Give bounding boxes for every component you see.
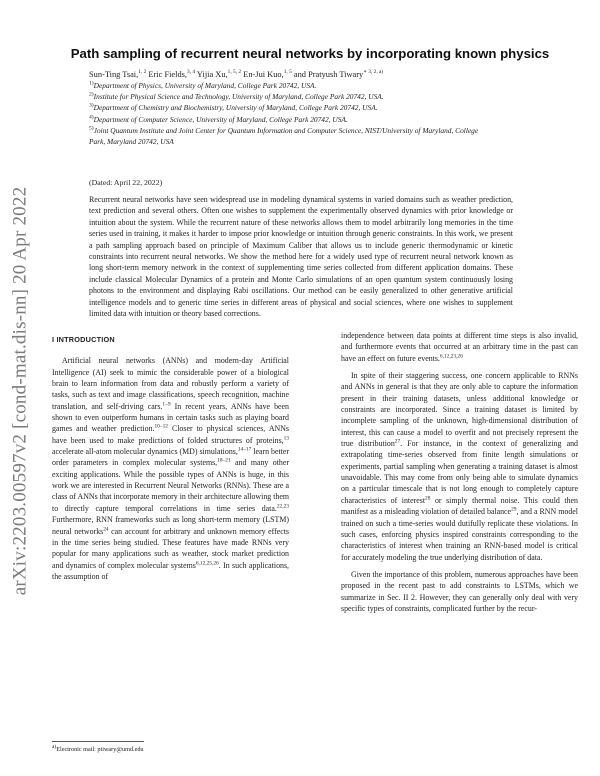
paragraph-text: Given the importance of this problem, numerous approaches have been proposed in the recent past to add constraints to LSTMs, which we summarize in Sec. II 2. However, they can generally only deal with very specific types of constraints, complicated further by the recur- (341, 569, 578, 613)
affiliation-item (89, 114, 489, 125)
author-name: Sun-Ting Tsai, (89, 70, 139, 79)
affiliation-number: 2) (89, 91, 94, 98)
right-column (341, 330, 578, 620)
author-list (89, 69, 569, 80)
affiliation-number: 4) (89, 114, 94, 121)
affiliation-number: 3) (89, 102, 94, 109)
affiliation-text: Department of Physics, University of Maryland, College Park 20742, USA. (93, 81, 317, 90)
intro-paragraph-1 (52, 355, 289, 582)
affiliation-item (89, 102, 489, 113)
citation-superscript: 22,23 (276, 503, 289, 510)
footnote-marker: a) (52, 743, 57, 750)
citation-superscript: 6,12,25,26 (195, 559, 219, 566)
affiliation-item (89, 80, 489, 91)
intro-paragraph-3 (341, 569, 578, 614)
affiliation-text: Joint Quantum Institute and Joint Center for Quantum Information and Computer Science, NIST/University of Maryland, College Park, Maryland 20742, USA (89, 125, 479, 147)
author-affiliation-marker: 1, 5, 2 (227, 69, 242, 76)
arxiv-identifier (2, 176, 38, 606)
footnote (52, 743, 144, 753)
paragraph-text: , and a RNN model trained on such a time-series would dutifully replicate these violations. In such cases, enforcing physics inspired constraints corresponding to the characteristics of interest when training an RNN-based model is critical for accurately modeling the true underlying distribution of data. (341, 507, 578, 562)
author-affiliation-marker: 1, 2 (138, 69, 147, 76)
paragraph-text: In spite of their staggering success, one concern applicable to RNNs and ANNs in general is that they are only able to capture the information present in their training datasets, unless additional knowledge or constraints are incorporated. Since a training dataset is limited by incomplete sampling of the unknown, high-dimensional distribution of interest, this can cause a model to overfit and not precisely represent the true distribution (341, 371, 578, 449)
affiliations (89, 80, 489, 147)
citation-superscript: 13 (283, 435, 289, 442)
paragraph-text: In recent years, ANNs have been shown to even outperform humans in certain tasks such as playing board games and weather prediction. (52, 401, 289, 434)
affiliation-text: Department of Computer Science, University of Maryland, College Park 20742, USA. (93, 114, 348, 124)
section-heading: I INTRODUCTION (52, 335, 115, 344)
paragraph-text: . In such applications, the assumption of (52, 560, 290, 581)
paper-title: Path sampling of recurrent neural networks by incorporating known physics (70, 46, 550, 61)
footnote-divider (52, 741, 144, 742)
paragraph-text: can account for arbitrary and unknown memory effects in the time series being studied. These features have made RNNs very popular for many applications such as weather, stock market prediction and dynamics of complex molecular systems (52, 526, 289, 570)
author-affiliation-marker: ∗ 3, 2, a) (363, 69, 384, 76)
paragraph-text: . For instance, in the context of generalizing and extrapolating time-series observed from finite length simulations or experiments, partial sampling when generating a training dataset is almost unavoidable. This may come from only being able to simulate dynamics on a particular timescale that is not long enough to completely capture characteristics of interest (341, 439, 578, 505)
paragraph-text: independence between data points at different time steps is also invalid, and furthermore events that occurred at an arbitrary time in the past can have an effect on future events. (341, 331, 578, 363)
paragraph-text: Furthermore, RNN frameworks such as long short-term memory (LSTM) neural networks (52, 515, 289, 536)
author-name: Yijia Xu, (196, 70, 228, 79)
author-name: Eric Fields, (148, 70, 188, 79)
abstract: Recurrent neural networks have seen widespread use in modeling dynamical systems in varied domains such as weather prediction, text prediction and several others. Often one wishes to supplement the experimentally observed dynamics with prior knowledge or intuition about the system. While the recurrent nature of these networks allows them to model arbitrarily long memories in the time series used in training, it makes it harder to impose prior knowledge or intuition through generic constraints. In this work, we present a path sampling approach based on principle of Maximum Caliber that allows us to include generic thermodynamic or kinetic constraints into recurrent neural networks. We show the method here for a widely used type of recurrent neural network known as long short-term memory network in the context of supplementing time series collected from different application domains. These include classical Molecular Dynamics of a protein and Monte Carlo simulations of an open quantum system continuously losing photons to the environment and displaying Rabi oscillations. Our method can be easily generalized to other generative artificial intelligence models and to generic time series in different areas of physical and social sciences, where one wishes to supplement limited data with intuition or theory based corrections. (89, 195, 513, 319)
intro-paragraph-2 (341, 370, 578, 563)
paragraph-text: learn better order parameters in complex molecular systems, (52, 447, 289, 468)
author-name: En-Jui Kuo, (243, 70, 284, 79)
affiliation-text: Institute for Physical Science and Technology, University of Maryland, College Park 20742, USA. (93, 92, 384, 102)
affiliation-item (89, 91, 489, 102)
citation-superscript: 18–21 (217, 457, 231, 464)
author-name: and Pratyush Tiwary (293, 70, 364, 79)
citation-superscript: 14–17 (237, 446, 252, 453)
affiliation-number: 5) (89, 125, 94, 132)
author-affiliation-marker: 3, 4 (187, 69, 196, 76)
paragraph-text: or simply thermal noise. This could then manifest as a misleading violation of detailed balance (341, 495, 578, 517)
footnote-text: Electronic mail: ptiwary@umd.edu (56, 746, 144, 753)
citation-superscript: 27 (394, 438, 401, 445)
paragraph-text: and many other exciting applications. While the possible types of ANNs is huge, in this work we are interested in Recurrent Neural Networks (RNNs). These are a class of ANNs that incorporate memory in their architecture allowing them to directly capture temporal correlations in time series data. (52, 458, 289, 513)
citation-superscript: 10–12 (154, 423, 168, 430)
paragraph-text: Closer to physical sciences, ANNs have been used to make predictions of folded structures of proteins, (52, 424, 289, 445)
citation-superscript: 1–9 (162, 401, 171, 408)
affiliation-number: 1) (89, 80, 94, 87)
citation-superscript: 6,12,23,26 (439, 353, 463, 360)
paragraph-text: Artificial neural networks (ANNs) and modern-day Artificial Intelligence (AI) seek to mimic the considerable power of a biological brain to learn information from data and robustly perform a variety of tasks, such as text and image classifications, speech recognition, machine translation, and self-driving cars. (52, 356, 289, 411)
citation-superscript: 28 (425, 495, 431, 502)
author-affiliation-marker: 1, 5 (283, 69, 292, 76)
intro-paragraph-continued (341, 330, 578, 364)
citation-superscript: 24 (103, 525, 109, 532)
citation-superscript: 29 (511, 506, 517, 513)
paragraph-text: accelerate all-atom molecular dynamics (MD) simulations, (52, 447, 238, 457)
arxiv-identifier-text: arXiv:2203.00597v2 [cond-mat.dis-nn] 20 Apr 2022 (9, 186, 31, 596)
dated-line: (Dated: April 22, 2022) (89, 178, 163, 187)
left-column (52, 334, 289, 588)
affiliation-item (89, 125, 489, 147)
affiliation-text: Department of Chemistry and Biochemistry, University of Maryland, College Park 20742, USA. (93, 103, 378, 113)
